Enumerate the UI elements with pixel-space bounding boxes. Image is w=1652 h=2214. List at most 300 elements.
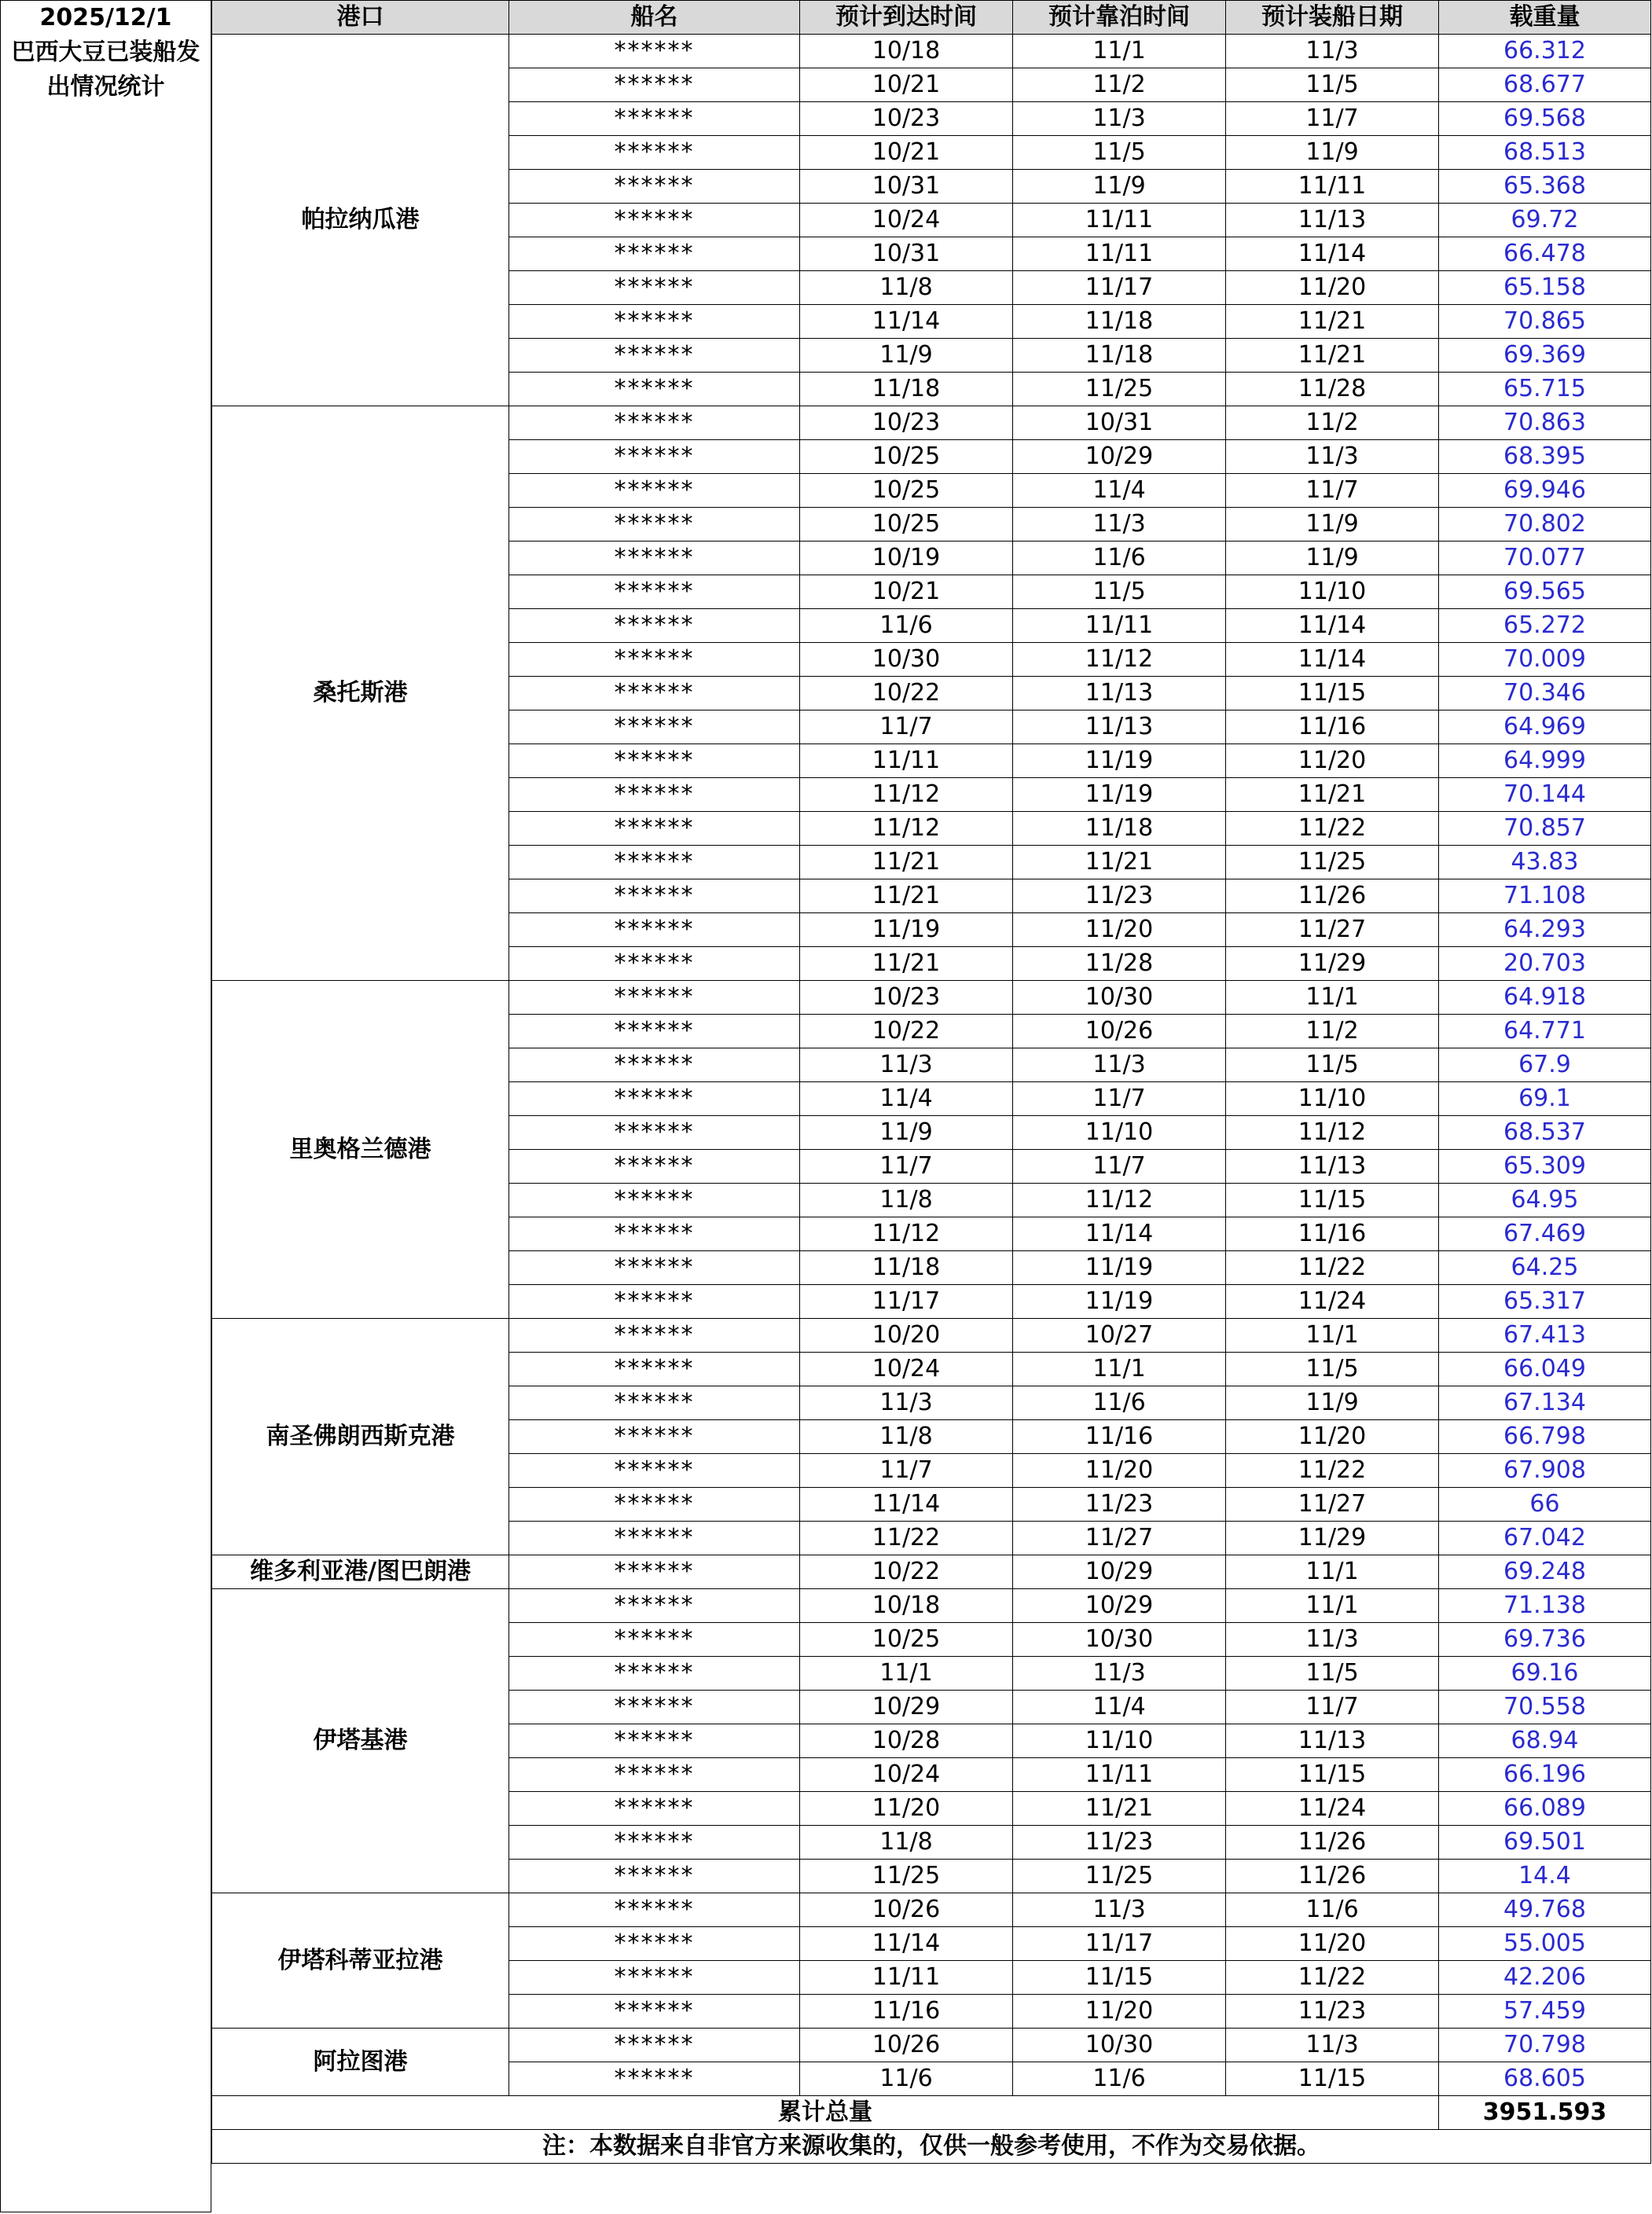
ship-name-cell: ****** <box>509 1589 800 1623</box>
berthing-cell: 11/15 <box>1013 1961 1226 1995</box>
eta-cell: 10/22 <box>800 1555 1013 1589</box>
eta-cell: 11/1 <box>800 1657 1013 1691</box>
berthing-cell: 11/12 <box>1013 643 1226 677</box>
weight-cell: 64.293 <box>1439 913 1651 947</box>
loading-date-cell: 11/26 <box>1226 1860 1439 1893</box>
ship-name-cell: ****** <box>509 271 800 305</box>
loading-date-cell: 11/21 <box>1226 778 1439 812</box>
berthing-cell: 11/13 <box>1013 677 1226 710</box>
eta-cell: 11/20 <box>800 1792 1013 1826</box>
weight-cell: 69.736 <box>1439 1623 1651 1657</box>
loading-date-cell: 11/14 <box>1226 237 1439 271</box>
ship-name-cell: ****** <box>509 812 800 846</box>
weight-cell: 64.999 <box>1439 744 1651 778</box>
berthing-cell: 11/23 <box>1013 1826 1226 1860</box>
loading-date-cell: 11/11 <box>1226 170 1439 204</box>
eta-cell: 11/19 <box>800 913 1013 947</box>
total-row <box>212 2096 1651 2130</box>
ship-name-cell: ****** <box>509 1082 800 1116</box>
berthing-cell: 10/30 <box>1013 1623 1226 1657</box>
ship-name-cell: ****** <box>509 575 800 609</box>
table-row <box>212 406 1651 440</box>
ship-name-cell: ****** <box>509 1116 800 1150</box>
eta-cell: 10/24 <box>800 1758 1013 1792</box>
loading-date-cell: 11/20 <box>1226 744 1439 778</box>
ship-name-cell: ****** <box>509 1961 800 1995</box>
ship-name-cell: ****** <box>509 1217 800 1251</box>
loading-date-cell: 11/28 <box>1226 373 1439 406</box>
berthing-cell: 10/30 <box>1013 981 1226 1015</box>
eta-cell: 11/8 <box>800 1184 1013 1217</box>
berthing-cell: 11/21 <box>1013 1792 1226 1826</box>
port-name-cell: 维多利亚港/图巴朗港 <box>212 1555 509 1589</box>
eta-cell: 11/17 <box>800 1285 1013 1319</box>
berthing-cell: 11/5 <box>1013 575 1226 609</box>
eta-cell: 10/31 <box>800 170 1013 204</box>
loading-date-cell: 11/6 <box>1226 1893 1439 1927</box>
weight-cell: 69.1 <box>1439 1082 1651 1116</box>
table-row <box>212 1555 1651 1589</box>
loading-date-cell: 11/12 <box>1226 1116 1439 1150</box>
weight-cell: 70.865 <box>1439 305 1651 339</box>
berthing-cell: 11/11 <box>1013 609 1226 643</box>
berthing-cell: 11/11 <box>1013 204 1226 237</box>
berthing-cell: 11/2 <box>1013 68 1226 102</box>
eta-cell: 10/18 <box>800 35 1013 68</box>
table-row <box>212 1589 1651 1623</box>
eta-cell: 11/21 <box>800 846 1013 879</box>
ship-name-cell: ****** <box>509 1386 800 1420</box>
berthing-cell: 11/3 <box>1013 102 1226 136</box>
loading-date-cell: 11/26 <box>1226 879 1439 913</box>
berthing-cell: 11/21 <box>1013 846 1226 879</box>
ship-name-cell: ****** <box>509 1792 800 1826</box>
eta-cell: 11/18 <box>800 373 1013 406</box>
berthing-cell: 11/1 <box>1013 35 1226 68</box>
loading-date-cell: 11/3 <box>1226 1623 1439 1657</box>
weight-cell: 57.459 <box>1439 1995 1651 2029</box>
ship-name-cell: ****** <box>509 68 800 102</box>
weight-cell: 43.83 <box>1439 846 1651 879</box>
eta-cell: 11/16 <box>800 1995 1013 2029</box>
loading-date-cell: 11/15 <box>1226 1184 1439 1217</box>
header-loading-date: 预计装船日期 <box>1226 1 1439 35</box>
eta-cell: 11/3 <box>800 1048 1013 1082</box>
loading-date-cell: 11/2 <box>1226 1015 1439 1048</box>
eta-cell: 11/9 <box>800 1116 1013 1150</box>
loading-date-cell: 11/27 <box>1226 1488 1439 1522</box>
berthing-cell: 10/26 <box>1013 1015 1226 1048</box>
ship-name-cell: ****** <box>509 1048 800 1082</box>
eta-cell: 11/4 <box>800 1082 1013 1116</box>
header-eta: 预计到达时间 <box>800 1 1013 35</box>
eta-cell: 11/14 <box>800 305 1013 339</box>
weight-cell: 49.768 <box>1439 1893 1651 1927</box>
loading-date-cell: 11/26 <box>1226 1826 1439 1860</box>
ship-name-cell: ****** <box>509 440 800 474</box>
loading-date-cell: 11/1 <box>1226 981 1439 1015</box>
eta-cell: 11/6 <box>800 609 1013 643</box>
weight-cell: 69.16 <box>1439 1657 1651 1691</box>
berthing-cell: 11/25 <box>1013 1860 1226 1893</box>
berthing-cell: 11/18 <box>1013 812 1226 846</box>
loading-date-cell: 11/9 <box>1226 542 1439 575</box>
ship-name-cell: ****** <box>509 508 800 542</box>
weight-cell: 70.802 <box>1439 508 1651 542</box>
berthing-cell: 11/23 <box>1013 1488 1226 1522</box>
loading-date-cell: 11/16 <box>1226 710 1439 744</box>
loading-date-cell: 11/29 <box>1226 947 1439 981</box>
ship-name-cell: ****** <box>509 305 800 339</box>
ship-name-cell: ****** <box>509 170 800 204</box>
port-name-cell: 伊塔科蒂亚拉港 <box>212 1893 509 2029</box>
weight-cell: 64.25 <box>1439 1251 1651 1285</box>
berthing-cell: 10/30 <box>1013 2029 1226 2062</box>
eta-cell: 10/28 <box>800 1724 1013 1758</box>
weight-cell: 20.703 <box>1439 947 1651 981</box>
weight-cell: 66.196 <box>1439 1758 1651 1792</box>
eta-cell: 10/22 <box>800 677 1013 710</box>
eta-cell: 11/22 <box>800 1522 1013 1555</box>
berthing-cell: 11/12 <box>1013 1184 1226 1217</box>
ship-name-cell: ****** <box>509 1724 800 1758</box>
berthing-cell: 11/28 <box>1013 947 1226 981</box>
ship-name-cell: ****** <box>509 1995 800 2029</box>
loading-date-cell: 11/14 <box>1226 609 1439 643</box>
weight-cell: 67.469 <box>1439 1217 1651 1251</box>
weight-cell: 68.677 <box>1439 68 1651 102</box>
eta-cell: 10/25 <box>800 1623 1013 1657</box>
ship-name-cell: ****** <box>509 35 800 68</box>
eta-cell: 11/12 <box>800 812 1013 846</box>
ship-name-cell: ****** <box>509 1488 800 1522</box>
weight-cell: 55.005 <box>1439 1927 1651 1961</box>
loading-date-cell: 11/14 <box>1226 643 1439 677</box>
table-row <box>212 2029 1651 2062</box>
weight-cell: 64.771 <box>1439 1015 1651 1048</box>
loading-date-cell: 11/10 <box>1226 575 1439 609</box>
loading-date-cell: 11/10 <box>1226 1082 1439 1116</box>
weight-cell: 71.108 <box>1439 879 1651 913</box>
loading-date-cell: 11/16 <box>1226 1217 1439 1251</box>
loading-date-cell: 11/9 <box>1226 136 1439 170</box>
header-weight: 载重量 <box>1439 1 1651 35</box>
sheet-date: 2025/12/1 <box>39 4 172 31</box>
ship-name-cell: ****** <box>509 204 800 237</box>
weight-cell: 64.969 <box>1439 710 1651 744</box>
berthing-cell: 11/23 <box>1013 879 1226 913</box>
loading-date-cell: 11/20 <box>1226 271 1439 305</box>
weight-cell: 69.565 <box>1439 575 1651 609</box>
eta-cell: 11/9 <box>800 339 1013 373</box>
weight-cell: 64.95 <box>1439 1184 1651 1217</box>
berthing-cell: 10/29 <box>1013 440 1226 474</box>
eta-cell: 11/11 <box>800 744 1013 778</box>
eta-cell: 11/12 <box>800 778 1013 812</box>
table-row <box>212 981 1651 1015</box>
loading-date-cell: 11/27 <box>1226 913 1439 947</box>
loading-date-cell: 11/15 <box>1226 1758 1439 1792</box>
ship-name-cell: ****** <box>509 744 800 778</box>
loading-date-cell: 11/7 <box>1226 474 1439 508</box>
sheet-title-line-2: 出情况统计 <box>46 73 165 101</box>
ship-name-cell: ****** <box>509 542 800 575</box>
ship-name-cell: ****** <box>509 1758 800 1792</box>
berthing-cell: 11/6 <box>1013 542 1226 575</box>
header-port: 港口 <box>212 1 509 35</box>
berthing-cell: 11/27 <box>1013 1522 1226 1555</box>
loading-date-cell: 11/1 <box>1226 1589 1439 1623</box>
table-row <box>212 1893 1651 1927</box>
loading-date-cell: 11/21 <box>1226 339 1439 373</box>
ship-name-cell: ****** <box>509 1251 800 1285</box>
ship-name-cell: ****** <box>509 373 800 406</box>
eta-cell: 10/19 <box>800 542 1013 575</box>
eta-cell: 10/26 <box>800 1893 1013 1927</box>
weight-cell: 67.413 <box>1439 1319 1651 1353</box>
loading-date-cell: 11/29 <box>1226 1522 1439 1555</box>
header-row <box>212 1 1651 35</box>
berthing-cell: 10/31 <box>1013 406 1226 440</box>
loading-date-cell: 11/22 <box>1226 1454 1439 1488</box>
ship-name-cell: ****** <box>509 339 800 373</box>
eta-cell: 11/18 <box>800 1251 1013 1285</box>
loading-date-cell: 11/20 <box>1226 1927 1439 1961</box>
eta-cell: 10/22 <box>800 1015 1013 1048</box>
ship-name-cell: ****** <box>509 1657 800 1691</box>
berthing-cell: 11/3 <box>1013 508 1226 542</box>
berthing-cell: 11/13 <box>1013 710 1226 744</box>
loading-date-cell: 11/22 <box>1226 1251 1439 1285</box>
loading-date-cell: 11/1 <box>1226 1555 1439 1589</box>
berthing-cell: 11/3 <box>1013 1893 1226 1927</box>
loading-date-cell: 11/22 <box>1226 1961 1439 1995</box>
weight-cell: 69.369 <box>1439 339 1651 373</box>
eta-cell: 10/29 <box>800 1691 1013 1724</box>
sheet-title-line-1: 巴西大豆已装船发 <box>11 39 200 66</box>
loading-date-cell: 11/20 <box>1226 1420 1439 1454</box>
loading-date-cell: 11/9 <box>1226 508 1439 542</box>
ship-name-cell: ****** <box>509 1522 800 1555</box>
berthing-cell: 11/18 <box>1013 339 1226 373</box>
berthing-cell: 11/6 <box>1013 2062 1226 2096</box>
berthing-cell: 11/4 <box>1013 474 1226 508</box>
berthing-cell: 11/1 <box>1013 1353 1226 1386</box>
weight-cell: 68.395 <box>1439 440 1651 474</box>
ship-name-cell: ****** <box>509 237 800 271</box>
loading-date-cell: 11/3 <box>1226 35 1439 68</box>
port-name-cell: 南圣佛朗西斯克港 <box>212 1319 509 1555</box>
eta-cell: 10/23 <box>800 406 1013 440</box>
loading-date-cell: 11/15 <box>1226 2062 1439 2096</box>
loading-date-cell: 11/25 <box>1226 846 1439 879</box>
ship-name-cell: ****** <box>509 474 800 508</box>
berthing-cell: 11/18 <box>1013 305 1226 339</box>
ship-name-cell: ****** <box>509 609 800 643</box>
total-value: 3951.593 <box>1439 2096 1651 2130</box>
ship-name-cell: ****** <box>509 1285 800 1319</box>
weight-cell: 68.605 <box>1439 2062 1651 2096</box>
berthing-cell: 11/20 <box>1013 913 1226 947</box>
ship-name-cell: ****** <box>509 406 800 440</box>
ship-name-cell: ****** <box>509 1893 800 1927</box>
weight-cell: 66.089 <box>1439 1792 1651 1826</box>
ship-name-cell: ****** <box>509 1184 800 1217</box>
berthing-cell: 11/7 <box>1013 1150 1226 1184</box>
weight-cell: 69.72 <box>1439 204 1651 237</box>
ship-name-cell: ****** <box>509 1623 800 1657</box>
loading-date-cell: 11/1 <box>1226 1319 1439 1353</box>
weight-cell: 66.478 <box>1439 237 1651 271</box>
ship-name-cell: ****** <box>509 1353 800 1386</box>
weight-cell: 42.206 <box>1439 1961 1651 1995</box>
ship-name-cell: ****** <box>509 947 800 981</box>
ship-name-cell: ****** <box>509 1150 800 1184</box>
eta-cell: 11/12 <box>800 1217 1013 1251</box>
eta-cell: 11/25 <box>800 1860 1013 1893</box>
sheet-title-cell <box>0 0 211 2212</box>
eta-cell: 11/7 <box>800 1454 1013 1488</box>
weight-cell: 14.4 <box>1439 1860 1651 1893</box>
weight-cell: 65.158 <box>1439 271 1651 305</box>
ship-name-cell: ****** <box>509 136 800 170</box>
berthing-cell: 11/3 <box>1013 1657 1226 1691</box>
weight-cell: 69.501 <box>1439 1826 1651 1860</box>
port-name-cell: 帕拉纳瓜港 <box>212 35 509 406</box>
loading-date-cell: 11/5 <box>1226 1048 1439 1082</box>
ship-name-cell: ****** <box>509 1927 800 1961</box>
berthing-cell: 11/19 <box>1013 1285 1226 1319</box>
ship-name-cell: ****** <box>509 643 800 677</box>
weight-cell: 68.537 <box>1439 1116 1651 1150</box>
berthing-cell: 11/19 <box>1013 744 1226 778</box>
note-row <box>212 2130 1651 2164</box>
weight-cell: 66 <box>1439 1488 1651 1522</box>
ship-name-cell: ****** <box>509 677 800 710</box>
berthing-cell: 10/29 <box>1013 1555 1226 1589</box>
ship-name-cell: ****** <box>509 1555 800 1589</box>
table-row <box>212 35 1651 68</box>
weight-cell: 69.568 <box>1439 102 1651 136</box>
ship-name-cell: ****** <box>509 1691 800 1724</box>
eta-cell: 11/11 <box>800 1961 1013 1995</box>
loading-date-cell: 11/9 <box>1226 1386 1439 1420</box>
ship-name-cell: ****** <box>509 846 800 879</box>
weight-cell: 67.908 <box>1439 1454 1651 1488</box>
berthing-cell: 11/7 <box>1013 1082 1226 1116</box>
loading-date-cell: 11/5 <box>1226 1353 1439 1386</box>
ship-name-cell: ****** <box>509 981 800 1015</box>
eta-cell: 10/25 <box>800 508 1013 542</box>
eta-cell: 10/20 <box>800 1319 1013 1353</box>
eta-cell: 10/30 <box>800 643 1013 677</box>
eta-cell: 10/25 <box>800 440 1013 474</box>
weight-cell: 68.513 <box>1439 136 1651 170</box>
eta-cell: 10/24 <box>800 204 1013 237</box>
weight-cell: 70.009 <box>1439 643 1651 677</box>
weight-cell: 66.049 <box>1439 1353 1651 1386</box>
loading-date-cell: 11/22 <box>1226 812 1439 846</box>
eta-cell: 10/31 <box>800 237 1013 271</box>
eta-cell: 10/25 <box>800 474 1013 508</box>
eta-cell: 10/24 <box>800 1353 1013 1386</box>
loading-date-cell: 11/5 <box>1226 68 1439 102</box>
berthing-cell: 11/11 <box>1013 237 1226 271</box>
total-label: 累计总量 <box>212 2096 1439 2130</box>
weight-cell: 70.346 <box>1439 677 1651 710</box>
eta-cell: 10/21 <box>800 136 1013 170</box>
ship-name-cell: ****** <box>509 2029 800 2062</box>
port-name-cell: 桑托斯港 <box>212 406 509 981</box>
eta-cell: 11/14 <box>800 1488 1013 1522</box>
berthing-cell: 10/29 <box>1013 1589 1226 1623</box>
berthing-cell: 10/27 <box>1013 1319 1226 1353</box>
loading-date-cell: 11/13 <box>1226 1724 1439 1758</box>
weight-cell: 71.138 <box>1439 1589 1651 1623</box>
ship-name-cell: ****** <box>509 1319 800 1353</box>
berthing-cell: 11/19 <box>1013 1251 1226 1285</box>
ship-name-cell: ****** <box>509 913 800 947</box>
loading-date-cell: 11/21 <box>1226 305 1439 339</box>
weight-cell: 67.9 <box>1439 1048 1651 1082</box>
berthing-cell: 11/16 <box>1013 1420 1226 1454</box>
eta-cell: 11/8 <box>800 1420 1013 1454</box>
eta-cell: 11/3 <box>800 1386 1013 1420</box>
eta-cell: 10/21 <box>800 68 1013 102</box>
port-name-cell: 阿拉图港 <box>212 2029 509 2096</box>
eta-cell: 10/23 <box>800 102 1013 136</box>
weight-cell: 66.312 <box>1439 35 1651 68</box>
shipment-table <box>211 0 1651 2164</box>
weight-cell: 70.144 <box>1439 778 1651 812</box>
port-name-cell: 伊塔基港 <box>212 1589 509 1893</box>
eta-cell: 11/21 <box>800 879 1013 913</box>
weight-cell: 65.715 <box>1439 373 1651 406</box>
loading-date-cell: 11/2 <box>1226 406 1439 440</box>
berthing-cell: 11/17 <box>1013 271 1226 305</box>
loading-date-cell: 11/13 <box>1226 1150 1439 1184</box>
ship-name-cell: ****** <box>509 1454 800 1488</box>
berthing-cell: 11/9 <box>1013 170 1226 204</box>
ship-name-cell: ****** <box>509 102 800 136</box>
berthing-cell: 11/17 <box>1013 1927 1226 1961</box>
weight-cell: 66.798 <box>1439 1420 1651 1454</box>
eta-cell: 10/23 <box>800 981 1013 1015</box>
weight-cell: 69.946 <box>1439 474 1651 508</box>
weight-cell: 67.134 <box>1439 1386 1651 1420</box>
berthing-cell: 11/25 <box>1013 373 1226 406</box>
eta-cell: 11/8 <box>800 1826 1013 1860</box>
eta-cell: 11/7 <box>800 1150 1013 1184</box>
weight-cell: 70.798 <box>1439 2029 1651 2062</box>
weight-cell: 70.077 <box>1439 542 1651 575</box>
loading-date-cell: 11/15 <box>1226 677 1439 710</box>
berthing-cell: 11/20 <box>1013 1454 1226 1488</box>
berthing-cell: 11/11 <box>1013 1758 1226 1792</box>
berthing-cell: 11/20 <box>1013 1995 1226 2029</box>
weight-cell: 70.863 <box>1439 406 1651 440</box>
loading-date-cell: 11/23 <box>1226 1995 1439 2029</box>
header-berthing: 预计靠泊时间 <box>1013 1 1226 35</box>
ship-name-cell: ****** <box>509 1420 800 1454</box>
eta-cell: 10/26 <box>800 2029 1013 2062</box>
berthing-cell: 11/4 <box>1013 1691 1226 1724</box>
weight-cell: 65.368 <box>1439 170 1651 204</box>
ship-name-cell: ****** <box>509 1860 800 1893</box>
loading-date-cell: 11/7 <box>1226 102 1439 136</box>
port-name-cell: 里奥格兰德港 <box>212 981 509 1319</box>
ship-name-cell: ****** <box>509 1826 800 1860</box>
